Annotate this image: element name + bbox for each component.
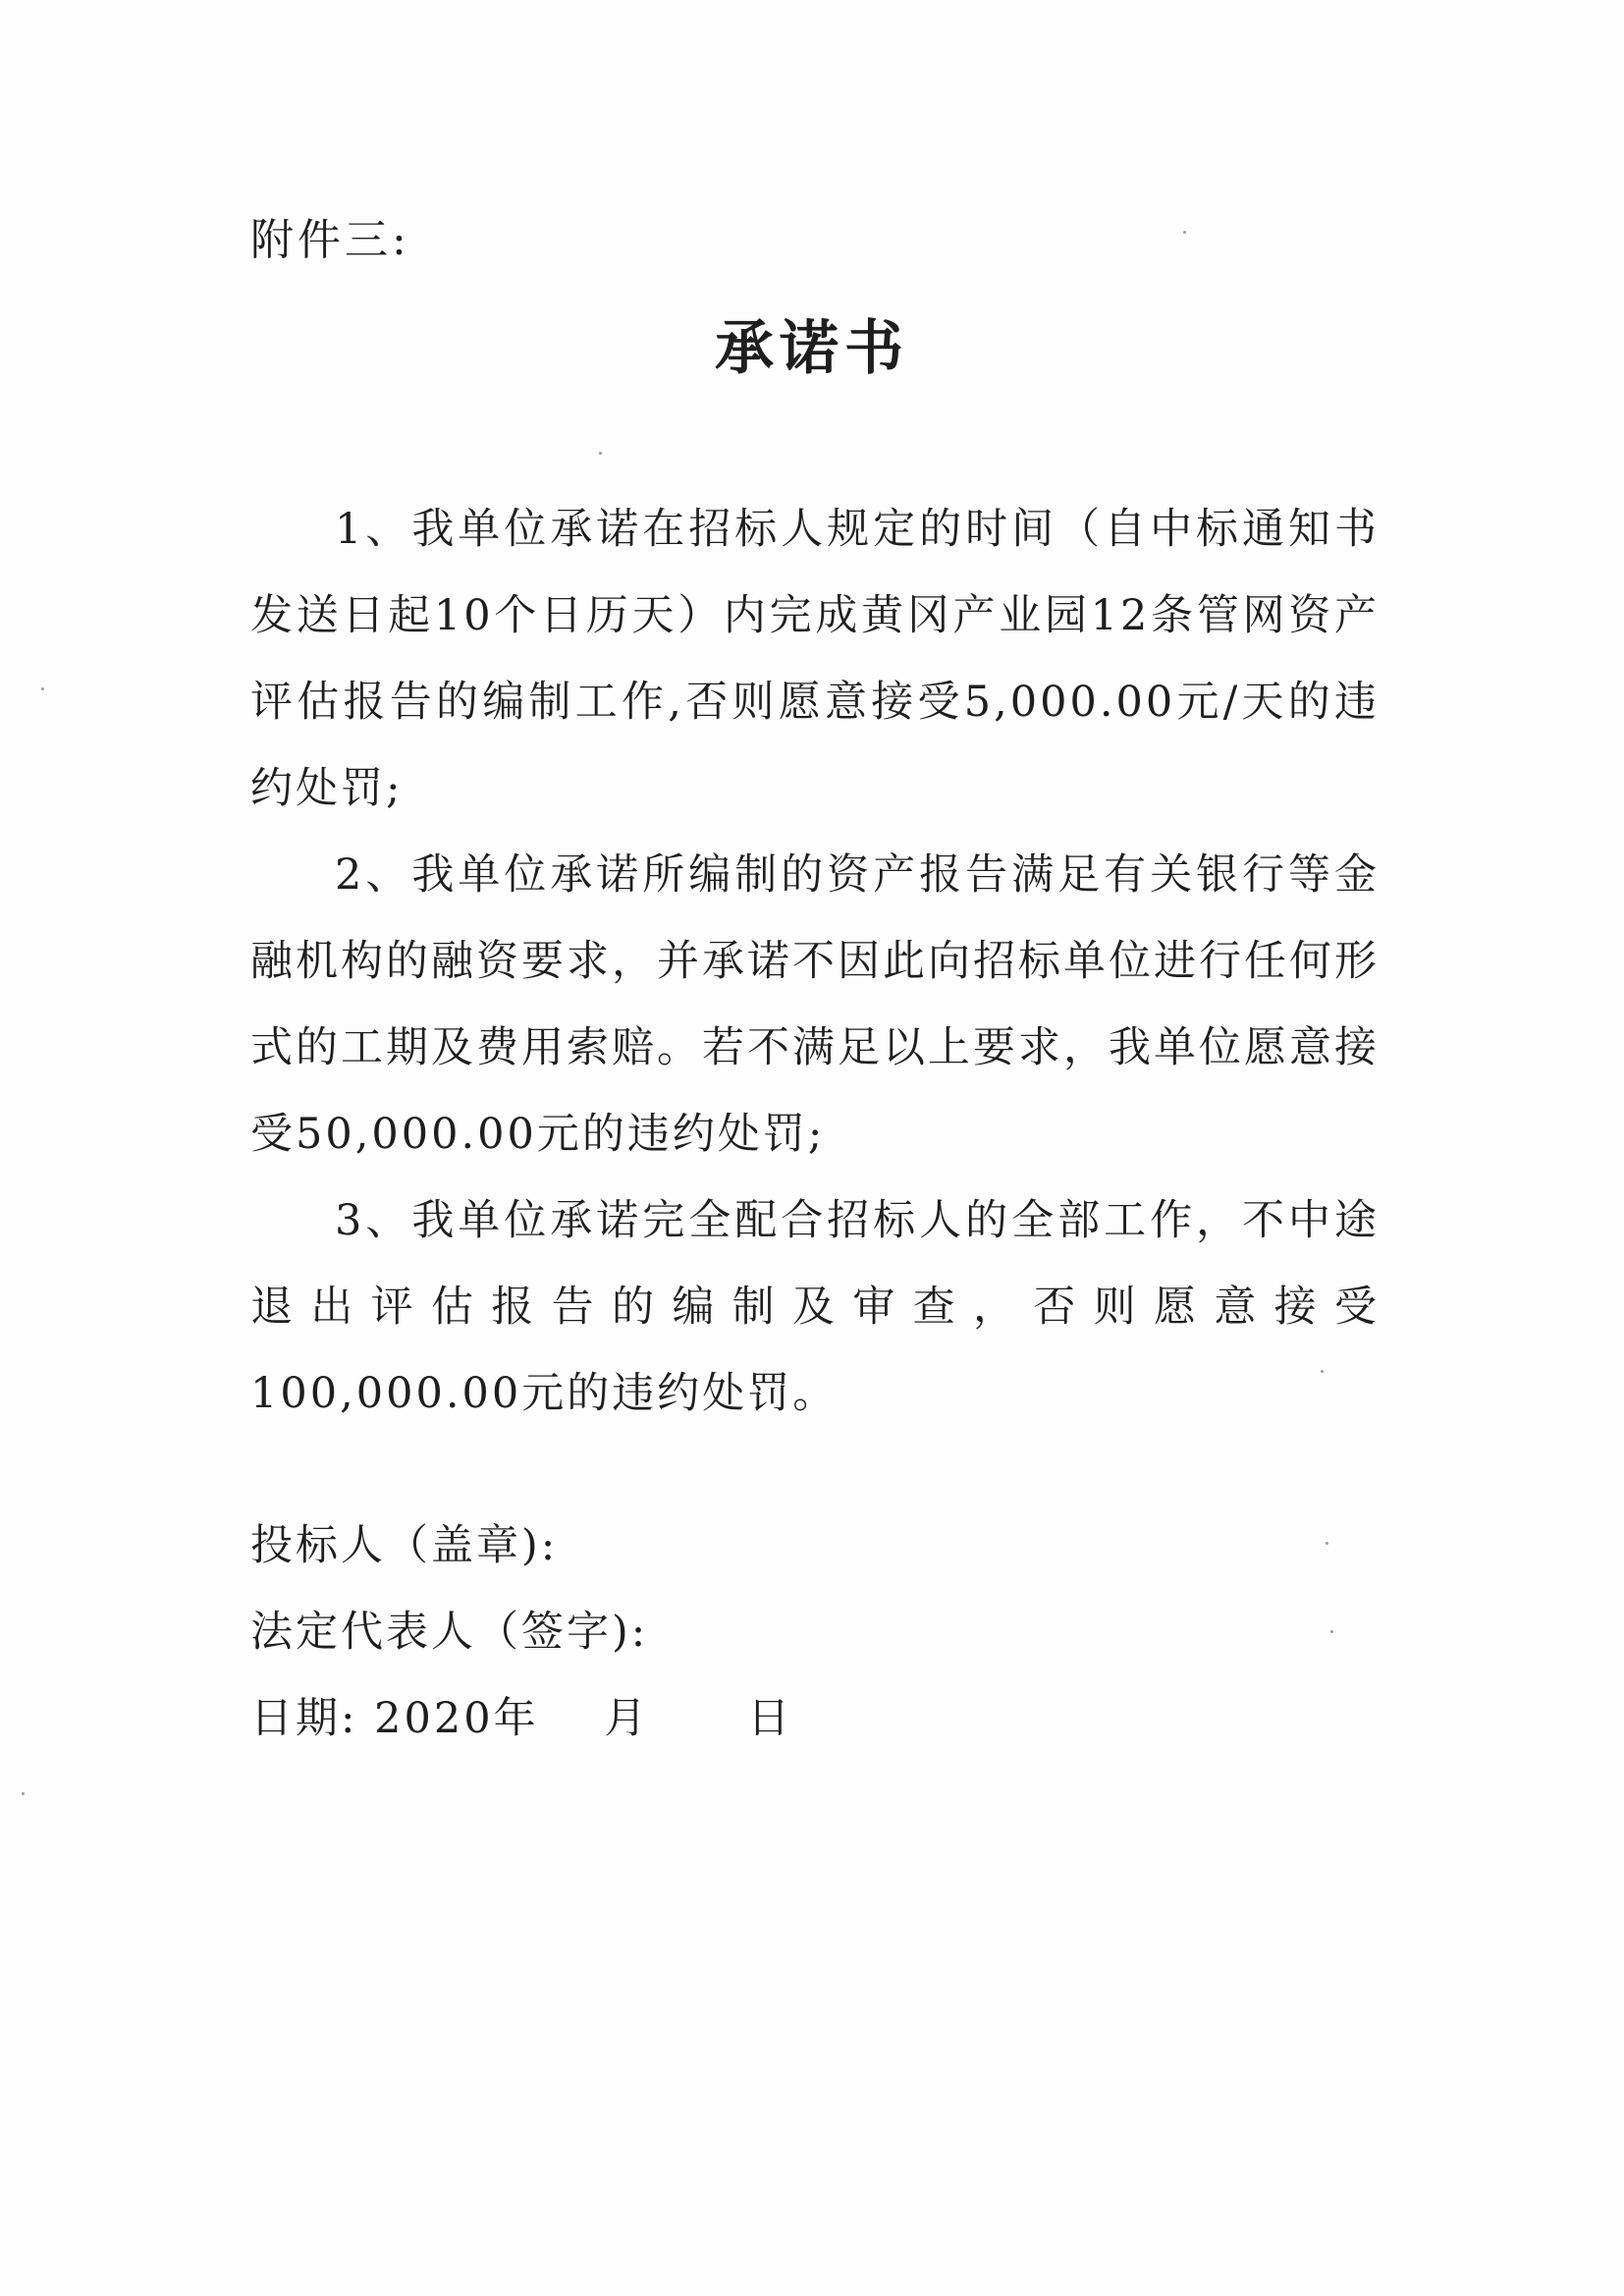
- clause-3: 3、我单位承诺完全配合招标人的全部工作，不中途退出评估报告的编制及审查，否则愿意接受100,000.00元的违约处罚。: [250, 1196, 1380, 1418]
- scan-speck: [1321, 1370, 1324, 1373]
- scan-speck: [1330, 1630, 1333, 1633]
- scan-speck: [22, 1792, 25, 1795]
- scan-speck: [41, 687, 44, 690]
- date-line: 日期: 2020年 月 日: [250, 1694, 793, 1743]
- clause-1: 1、我单位承诺在招标人规定的时间（自中标通知书发送日起10个日历天）内完成黄冈产业园12条管网资产评估报告的编制工作,否则愿意接受5,000.00元/天的违约处罚;: [250, 505, 1380, 813]
- document-title: 承诺书: [715, 314, 909, 383]
- legal-representative-line: 法定代表人（签字):: [250, 1608, 649, 1657]
- scan-speck: [599, 452, 602, 455]
- signature-block: [250, 1503, 792, 1762]
- bidder-seal-line: 投标人（盖章):: [250, 1521, 559, 1570]
- scan-speck: [1183, 231, 1186, 234]
- commitment-body: [250, 486, 1380, 1437]
- clause-2: 2、我单位承诺所编制的资产报告满足有关银行等金融机构的融资要求，并承诺不因此向招标单位进行任何形式的工期及费用索赔。若不满足以上要求，我单位愿意接受50,000.00元的违约处罚;: [250, 850, 1380, 1159]
- attachment-label: 附件三:: [250, 215, 410, 265]
- scan-speck: [1326, 1542, 1328, 1545]
